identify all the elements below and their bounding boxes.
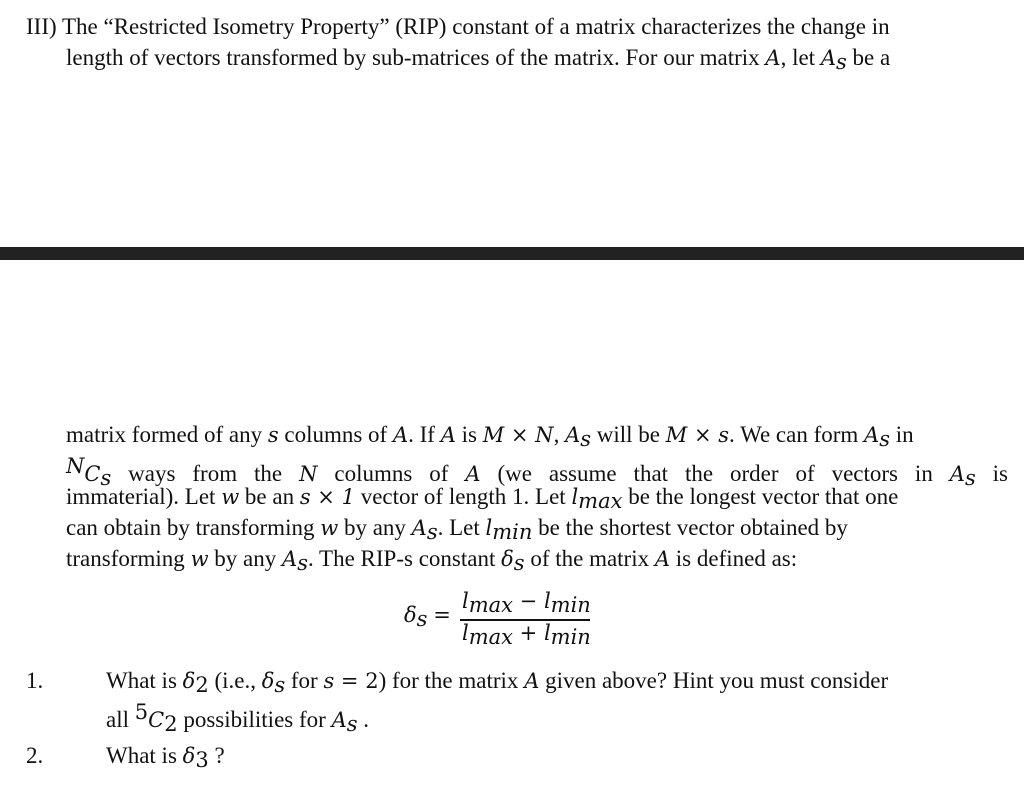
question-2-number: 2.	[26, 743, 44, 768]
intro-line-2: length of vectors transformed by sub-matrices of the matrix. For our matrix A, let $A_s$ be a	[66, 45, 891, 74]
question-1-line-1: What is $\delta_2$ (i.e., $\delta_s$ for s = 2) for the matrix A given above? Hint you must consider	[106, 668, 889, 697]
question-2-line-1: What is $\delta_3$ ?	[106, 743, 225, 772]
question-1-number: 1.	[26, 668, 44, 693]
intro-line-1	[26, 12, 890, 42]
para-line-5: transforming w by any $A_s$. The RIP-s constant $\delta_s$ of the matrix A is defined as:	[66, 546, 798, 575]
formula-lhs: $\delta_s$ =	[404, 603, 451, 631]
page-break-rule	[0, 247, 1024, 260]
question-1-line-2: all $^5C_2$ possibilities for $A_s$ .	[106, 700, 370, 736]
intro-text: III) The “Restricted Isometry Property” (RIP) constant of a matrix characterizes the change in	[26, 14, 890, 39]
para-line-2: $^NC_s$ ways from the N columns of A (we assume that the order of vectors in $A_s$ is	[66, 454, 1008, 490]
para-line-4: can obtain by transforming w by any $A_s$. Let $l_{min}$ be the shortest vector obtained by	[66, 515, 848, 544]
formula-numerator: $l_{max} - l_{min}$	[462, 589, 591, 617]
para-line-1: matrix formed of any s columns of A. If A is M × N, $A_s$ will be M × s. We can form $A_s$ in	[66, 422, 914, 451]
para-line-3: immaterial). Let w be an s × 1 vector of length 1. Let $l_{max}$ be the longest vector that one	[66, 484, 899, 513]
rip-formula	[400, 588, 600, 650]
formula-denominator: $l_{max} + l_{min}$	[462, 621, 591, 649]
